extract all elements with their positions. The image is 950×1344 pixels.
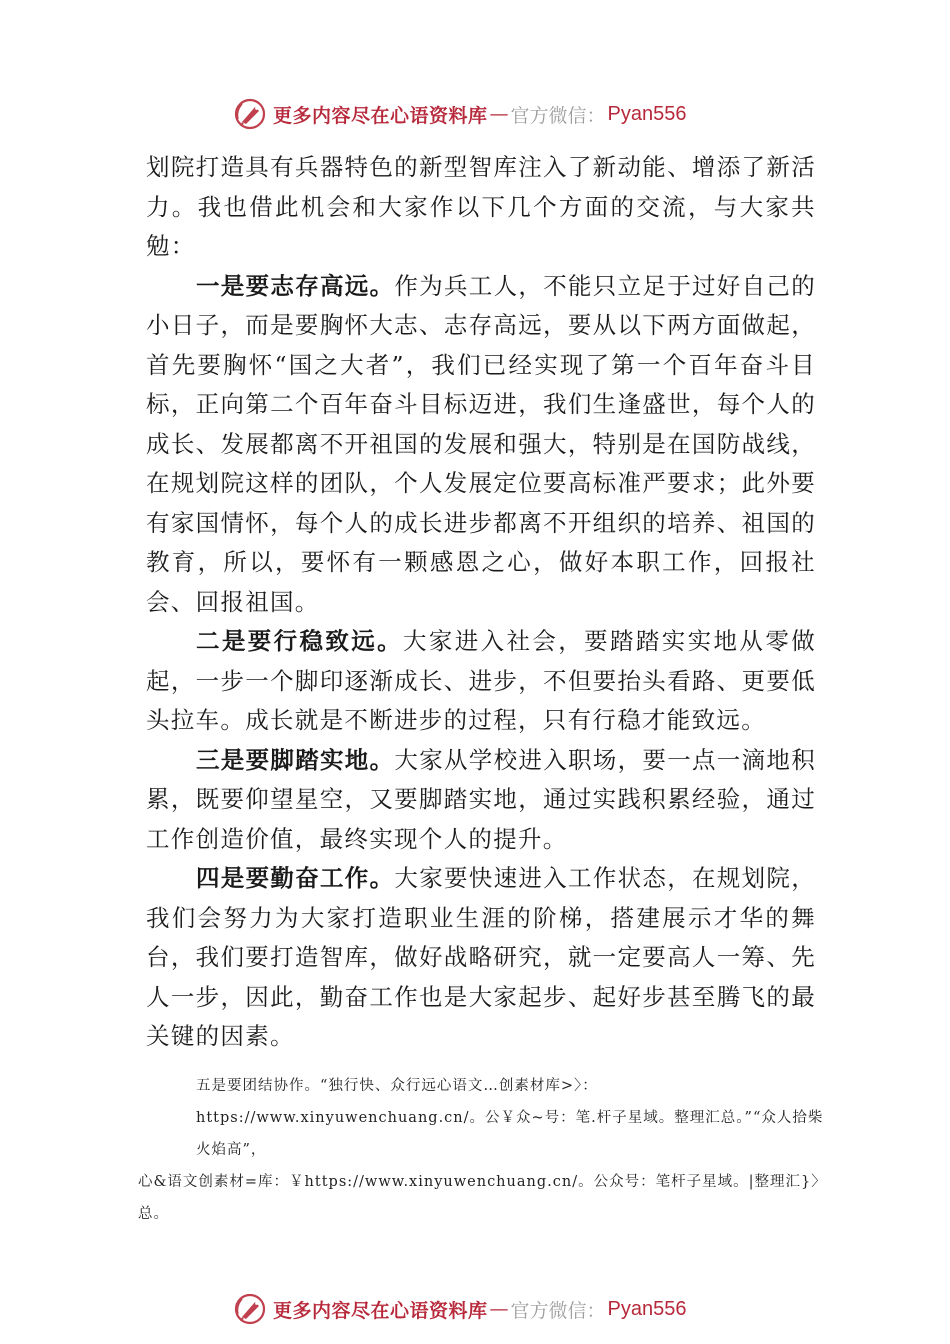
paragraph-text: 大家从学校进入职场，要一点一滴地积累，既要仰望星空，又要脚踏实地，通过实践积累经验，通过工作创造价值，最终实现个人的提升。 (146, 745, 817, 853)
watermark-small-text-a: 五是要团结协作。“独行快、众行远心语文…创素材库>〉：https://www.xinyuwenchuang.cn/。公￥众~号：笔.杆子星域。整理汇总。”“众人拾柴火焰高”， (196, 1078, 824, 1158)
paragraph-text: 作为兵工人，不能只立足于过好自己的小日子，而是要胸怀大志、志存高远，要从以下两方面做起，首先要胸怀“国之大者”，我们已经实现了第一个百年奋斗目标，正向第二个百年奋斗目标迈进，我们生逢盛世，每个人的成长、发展都离不开祖国的发展和强大，特别是在国防战线，在规划院这样的团队，个人发展定位要高标准严要求；此外要有家国情怀，每个人的成长进步都离不开组织的培养、祖国的教育，所以，要怀有一颗感恩之心，做好本职工作，回报社会、回报祖国。 (146, 271, 817, 616)
banner-wechat-id: Pyan556 (607, 102, 687, 125)
banner-dash: — (489, 103, 509, 125)
paragraph-text: 划院打造具有兵器特色的新型智库注入了新动能、增添了新活力。我也借此机会和大家作以下几个方面的交流，与大家共勉： (146, 153, 816, 260)
paragraph-intro (146, 148, 816, 267)
paragraph-lead: 一是要志存高远。 (196, 271, 395, 300)
paragraph-lead: 三是要脚踏实地。 (196, 745, 395, 774)
paragraph-text: 大家要快速进入工作状态，在规划院，我们会努力为大家打造职业生涯的阶梯，搭建展示才华的舞台，我们要打造智库，做好战略研究，就一定要高人一筹、先人一步，因此，勤奋工作也是大家起步、起好步甚至腾飞的最关键的因素。 (146, 864, 817, 1050)
banner-wechat-id: Pyan556 (607, 1297, 687, 1320)
banner-wechat-label: 官方微信： (510, 1299, 606, 1322)
header-watermark-banner (233, 97, 687, 131)
footer-watermark-banner (233, 1292, 687, 1326)
banner-main-text: 更多内容尽在心语资料库 (273, 1299, 488, 1322)
pen-nib-logo-icon (233, 97, 267, 131)
document-body (146, 148, 816, 1057)
paragraph-point-3 (146, 741, 816, 860)
banner-main-text: 更多内容尽在心语资料库 (273, 104, 488, 127)
paragraph-lead: 四是要勤奋工作。 (196, 864, 395, 892)
watermark-small-text-b: 心&语文创素材=库：￥https://www.xinyuwenchuang.cn/。公众号：笔杆子星域。|整理汇}〉总。 (138, 1174, 827, 1222)
paragraph-point-4 (146, 859, 816, 1057)
paragraph-text: 大家进入社会，要踏踏实实地从零做起，一步一个脚印逐渐成长、进步，不但要抬头看路、更要低头拉车。成长就是不断进步的过程，只有行稳才能致远。 (146, 627, 816, 734)
banner-wechat-label: 官方微信： (510, 104, 606, 127)
pen-nib-logo-icon (233, 1292, 267, 1326)
paragraph-lead: 二是要行稳致远。 (196, 627, 404, 655)
banner-dash: — (489, 1298, 509, 1320)
paragraph-point-1 (146, 267, 816, 623)
paragraph-point-2 (146, 622, 816, 741)
